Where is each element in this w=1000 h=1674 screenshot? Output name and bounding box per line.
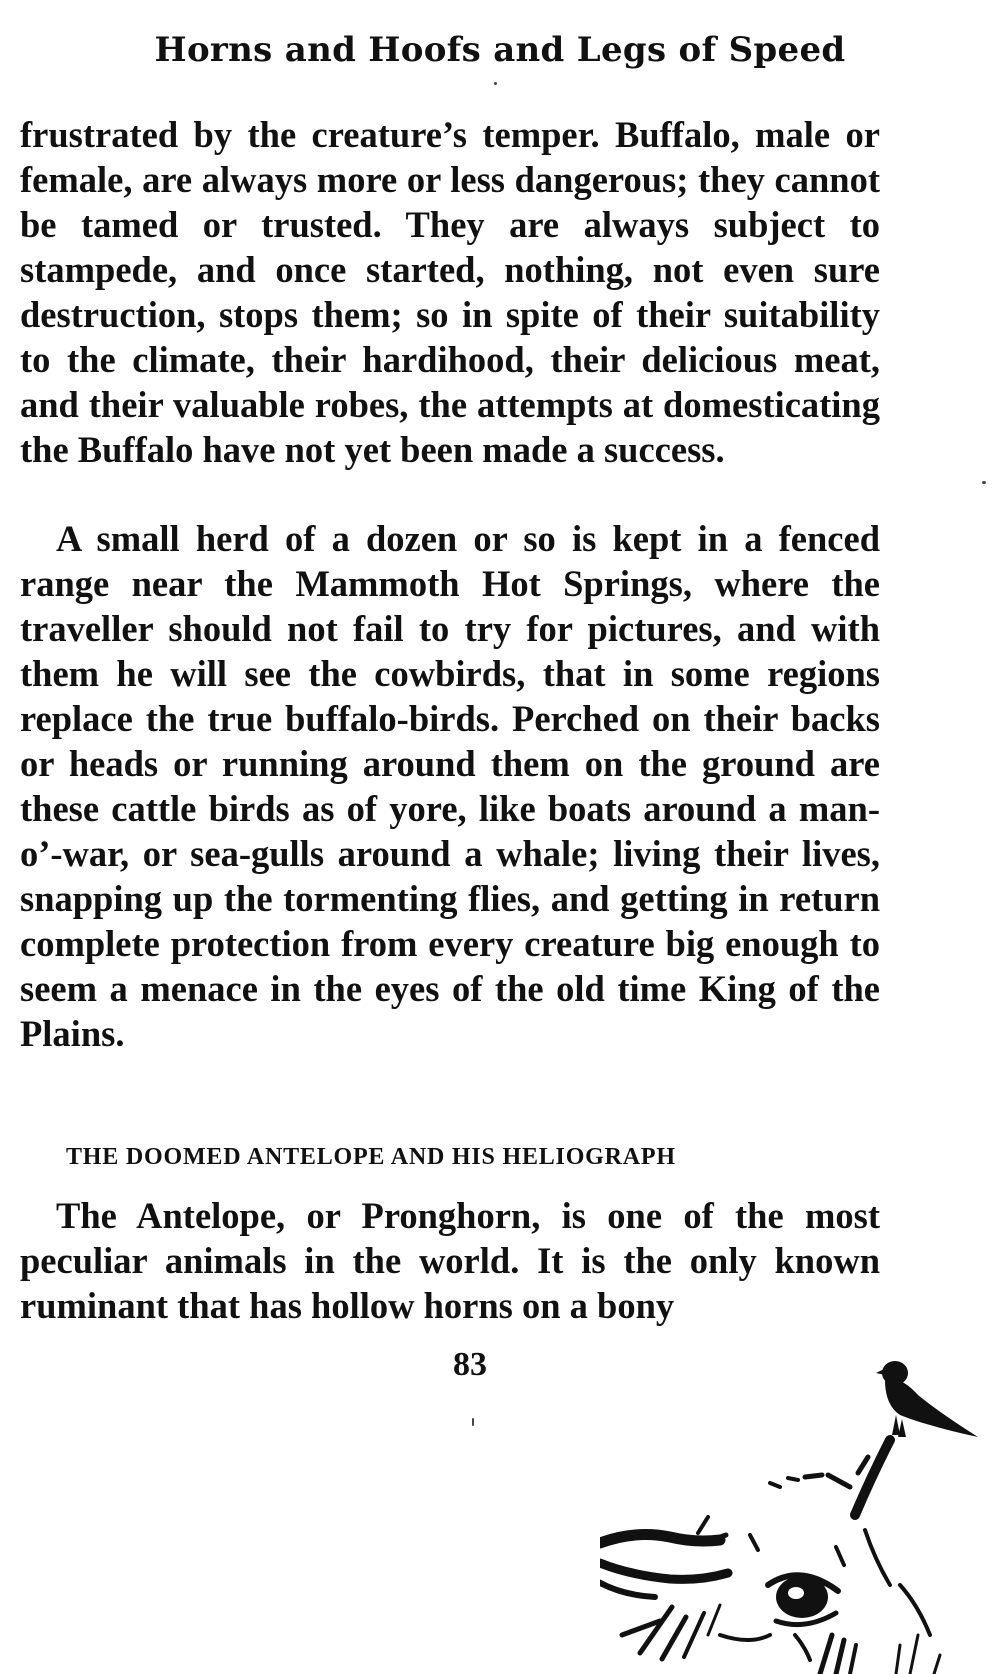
page-number: 83 xyxy=(453,1346,487,1383)
buffalo-with-cowbird-sketch-icon xyxy=(600,1335,1000,1674)
ink-speck xyxy=(982,481,986,484)
paragraph-3 xyxy=(20,1193,880,1328)
section-heading: THE DOOMED ANTELOPE AND HIS HELIOGRAPH xyxy=(66,1144,676,1170)
paragraph-1 xyxy=(20,112,880,472)
paragraph-2-text: A small herd of a dozen or so is kept in a fenced range near the Mammoth Hot Springs, where the traveller should not fail to try for pictures, and with them he will see the cowbirds, that in some regions replace the true buffalo-birds. Perched on their backs or heads or running around them on the ground are these cattle birds as of yore, like boats around a man-o’-war, or sea-gulls around a whale; living their lives, snapping up the tormenting flies, and getting in return complete protection from every creature big enough to seem a menace in the eyes of the old time King of the Plains. xyxy=(20,518,880,1054)
ink-speck xyxy=(472,1418,474,1426)
ink-speck xyxy=(494,82,497,85)
paragraph-3-text: The Antelope, or Pronghorn, is one of the most peculiar animals in the world. It is the only known ruminant that has hollow horns on a bony xyxy=(20,1195,880,1326)
cowbird-icon xyxy=(876,1361,978,1437)
running-head: Horns and Hoofs and Legs of Speed xyxy=(154,30,846,70)
buffalo-head-icon xyxy=(600,1440,940,1674)
paragraph-1-text: frustrated by the creature’s temper. Buffalo, male or female, are always more or less dangerous; they cannot be tamed or trusted. They are always subject to stampede, and once started, nothing, not even sure destruction, stops them; so in spite of their suitability to the climate, their hardihood, their delicious meat, and their valuable robes, the attempts at domesticating the Buffalo have not yet been made a success. xyxy=(20,114,880,470)
paragraph-2 xyxy=(20,516,880,1056)
buffalo-eye-icon xyxy=(768,1575,838,1624)
